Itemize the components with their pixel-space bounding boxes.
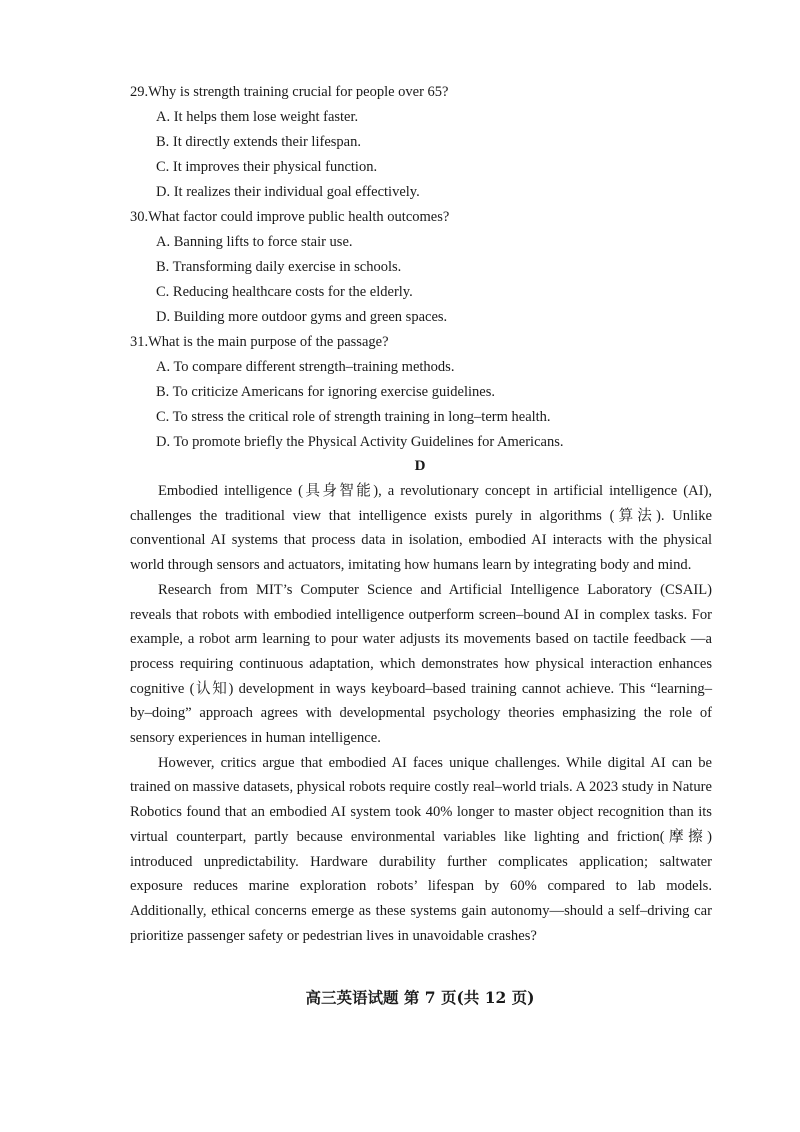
question-30 (130, 205, 710, 330)
option-d: D. It realizes their individual goal effectively. (156, 184, 420, 200)
page-footer: 高三英语试题 第 7 页(共 12 页) (305, 988, 535, 1007)
passage-paragraph-2: Research from MIT’s Computer Science and Artificial Intelligence Laboratory (CSAIL) reveals that robots with embodied intelligence outperform screen–bound AI in complex tasks. For example, a robot arm learning to pour water adjusts its movements based on tactile feedback —a process requiring continuous adaptation, which demonstrates how physical interaction enhances cognitive (认知) development in ways keyboard–based training cannot achieve. This “learning–by–doing” approach agrees with developmental psychology theories emphasizing the role of sensory experiences in human intelligence. (130, 581, 712, 747)
section-heading: D (414, 458, 426, 474)
option-a: A. It helps them lose weight faster. (156, 109, 359, 125)
question-stem: 31.What is the main purpose of the passage? (130, 334, 389, 350)
option-d: D. To promote briefly the Physical Activity Guidelines for Americans. (156, 434, 564, 450)
reading-passage (130, 479, 712, 948)
option-b: B. Transforming daily exercise in schools. (156, 259, 402, 275)
question-stem: 30.What factor could improve public health outcomes? (130, 209, 450, 225)
passage-paragraph-3: However, critics argue that embodied AI faces unique challenges. While digital AI can be trained on massive datasets, physical robots require costly real–world trials. A 2023 study in Nature Robotics found that an embodied AI system took 40% longer to master object recognition than its virtual counterpart, partly because environmental variables like lighting and friction(摩擦) introduced unpredictability. Hardware durability further complicates application; saltwater exposure reduces marine exploration robots’ lifespan by 60% compared to lab models. Additionally, ethical concerns emerge as these systems gain autonomy—should a self–driving car prioritize passenger safety or pedestrian lives in unavoidable crashes? (130, 754, 712, 944)
option-c: C. Reducing healthcare costs for the elderly. (156, 284, 413, 300)
question-list (130, 80, 710, 455)
option-b: B. It directly extends their lifespan. (156, 134, 361, 150)
option-d: D. Building more outdoor gyms and green spaces. (156, 309, 448, 325)
option-c: C. To stress the critical role of strength training in long–term health. (156, 409, 551, 425)
question-stem: 29.Why is strength training crucial for people over 65? (130, 84, 449, 100)
option-b: B. To criticize Americans for ignoring exercise guidelines. (156, 384, 495, 400)
option-a: A. To compare different strength–training methods. (156, 359, 455, 375)
question-29 (130, 80, 710, 205)
option-a: A. Banning lifts to force stair use. (156, 234, 353, 250)
question-31 (130, 330, 710, 455)
option-c: C. It improves their physical function. (156, 159, 378, 175)
passage-paragraph-1: Embodied intelligence (具身智能), a revolutionary concept in artificial intelligence (AI), challenges the traditional view that intelligence exists purely in algorithms (算法). Unlike conventional AI systems that process data in isolation, embodied AI interacts with the physical world through sensors and actuators, imitating how humans learn by integrating body and mind. (130, 483, 712, 574)
